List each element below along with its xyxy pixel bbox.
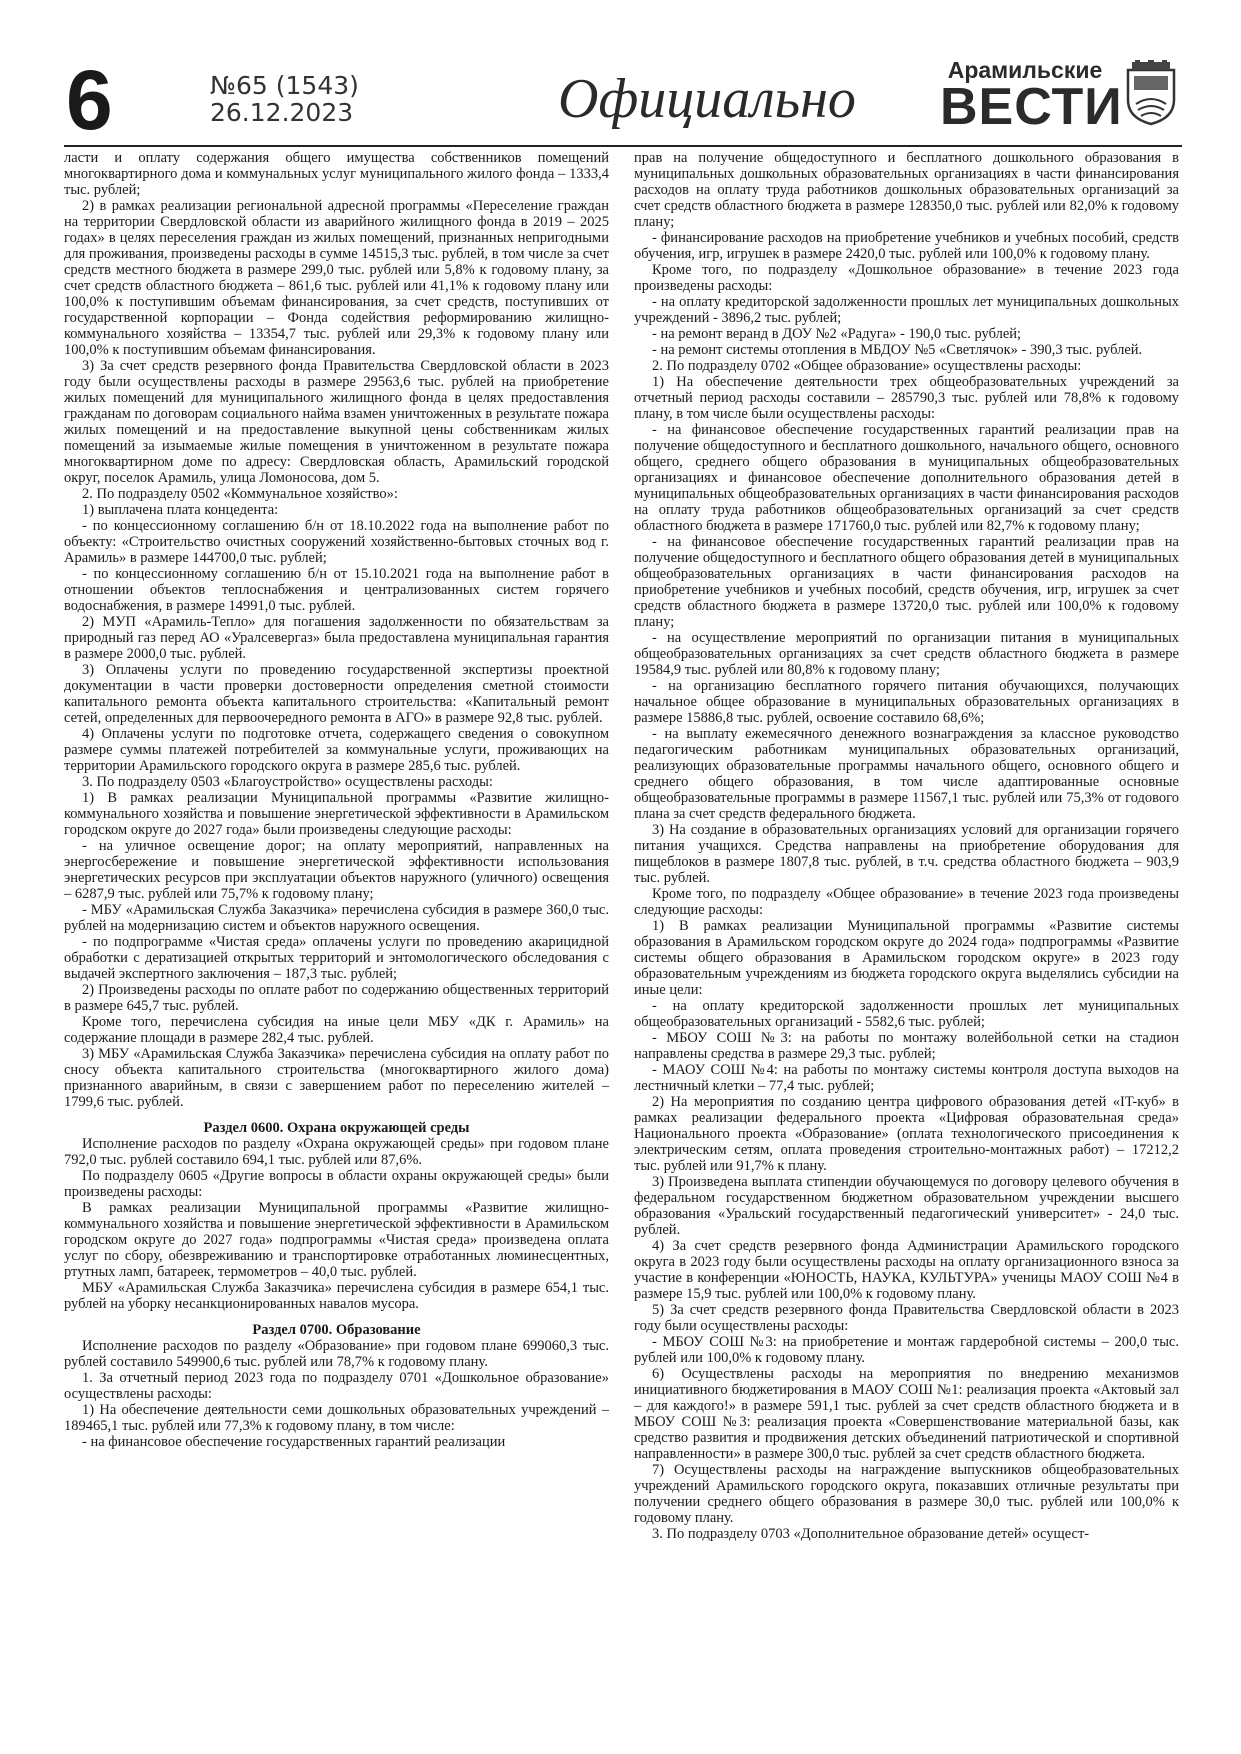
paragraph: ласти и оплату содержания общего имущества собственников помещений многоквартирного дома и коммунальных услуг муниципального жилого фонда – 1333,4 тыс. рублей;	[64, 150, 609, 198]
paragraph: - на финансовое обеспечение государственных гарантий реализации прав на получение общедоступного и бесплатного общего образования детей в муниципальных общеобразовательных организациях в части финансирования расходов на приобретение учебников и учебных пособий, средств обучения, игр, игрушек за счет средств областного бюджета в размере 13720,0 тыс. рублей или 100,0% к годовому плану;	[634, 534, 1179, 630]
newspaper-logo	[940, 57, 1123, 136]
paragraph: 5) За счет средств резервного фонда Правительства Свердловской области в 2023 году были осуществлены расходы:	[634, 1302, 1179, 1334]
paragraph: - на финансовое обеспечение государственных гарантий реализации прав на получение общедоступного и бесплатного дошкольного, начального общего, основного общего, среднего общего образования в муниципальных общеобразовательных организациях и финансовое обеспечение дополнительного образования детей в муниципальных общеобразовательных организациях в части финансирования расходов на оплату труда работников общеобразовательных организаций за счет средств областного бюджета в размере 171760,0 тыс. рублей или 82,7% к годовому плану;	[634, 422, 1179, 534]
paragraph: 2. По подразделу 0702 «Общее образование» осуществлены расходы:	[652, 358, 1082, 374]
paragraph: - на ремонт системы отопления в МБДОУ №5 «Светлячок» - 390,3 тыс. рублей.	[652, 342, 1143, 358]
paragraph: Исполнение расходов по разделу «Охрана окружающей среды» при годовом плане 792,0 тыс. рублей составило 694,1 тыс. рублей или 87,6%.	[64, 1136, 609, 1168]
paragraph: 3) За счет средств резервного фонда Правительства Свердловской области в 2023 году были осуществлены расходы в размере 29563,6 тыс. рублей на приобретение жилых помещений для муниципального жилищного фонда в целях предоставления гражданам по договорам социального найма взамен уничтоженных в результате пожара жилых помещений и на предоставление выкупной цены собственникам жилых помещений за изымаемые жилые помещения в уничтоженном в результате пожара многоквартирном доме по адресу: Свердловская область, Арамильский городской округ, поселок Арамиль, улица Ломоносова, дом 5.	[64, 358, 609, 486]
paragraph: - на оплату кредиторской задолженности прошлых лет муниципальных дошкольных учреждений - 3896,2 тыс. рублей;	[634, 294, 1179, 326]
coat-of-arms-icon	[1124, 60, 1178, 126]
paragraph: 2. По подразделу 0502 «Коммунальное хозяйство»:	[82, 486, 398, 502]
header-divider	[64, 145, 1182, 147]
paragraph: - по подпрограмме «Чистая среда» оплачены услуги по проведению акарицидной обработки с дератизацией открытых территорий и энтомологического обследования с выдачей экспертного заключения – 187,3 тыс. рублей;	[64, 934, 609, 982]
paragraph: - на уличное освещение дорог; на оплату мероприятий, направленных на энергосбережение и повышение энергетической эффективности использования энергетических ресурсов при эксплуатации объектов наружного (уличного) освещения – 6287,9 тыс. рублей или 75,7% к годовому плану;	[64, 838, 609, 902]
paragraph: 1) выплачена плата концедента:	[82, 502, 279, 518]
paragraph: - по концессионному соглашению б/н от 18.10.2022 года на выполнение работ по объекту: «Строительство очистных сооружений хозяйственно-бытовых сточных вод г. Арамиль» в размере 144700,0 тыс. рублей;	[64, 518, 609, 566]
paragraph: 7) Осуществлены расходы на награждение выпускников общеобразовательных учреждений Арамильского городского округа, показавших отличные результаты при получении среднего общего образования в размере 30,0 тыс. рублей или 100,0% к годовому плану.	[634, 1462, 1179, 1526]
logo-bottom-text: ВЕСТИ	[940, 78, 1123, 136]
paragraph: Кроме того, перечислена субсидия на иные цели МБУ «ДК г. Арамиль» на содержание площади в размере 282,4 тыс. рублей.	[64, 1014, 609, 1046]
issue-number: №65 (1543)	[210, 71, 359, 100]
logo-top-text: Арамильские	[947, 57, 1103, 83]
paragraph: - на ремонт веранд в ДОУ №2 «Радуга» - 190,0 тыс. рублей;	[652, 326, 1022, 342]
paragraph: - МБУ «Арамильская Служба Заказчика» перечислена субсидия в размере 360,0 тыс. рублей на модернизацию систем и объектов наружного освещения.	[64, 902, 609, 934]
section-heading-0700: Раздел 0700. Образование	[252, 1322, 421, 1338]
paragraph: 3) Оплачены услуги по проведению государственной экспертизы проектной документации в части проверки достоверности определения сметной стоимости капитального ремонта объекта капитального строительства: «Капитальный ремонт сетей, определенных для первоочередного ремонта в АГО» в размере 92,8 тыс. рублей.	[64, 662, 609, 726]
paragraph: - финансирование расходов на приобретение учебников и учебных пособий, средств обучения, игр, игрушек в размере 2420,0 тыс. рублей или 100,0% к годовому плану.	[634, 230, 1179, 262]
issue-date: 26.12.2023	[210, 98, 354, 127]
paragraph: 6) Осуществлены расходы на мероприятия по внедрению механизмов инициативного бюджетирования в МАОУ СОШ №1: реализация проекта «Актовый зал – для каждого!» в размере 591,1 тыс. рублей за счет средств областного бюджета и в МБОУ СОШ №3: реализация проекта «Совершенствование материальной базы, как средство развития и продвижения детских объединений патриотической и спортивной направленности» в размере 300,0 тыс. рублей за счет средств областного бюджета.	[634, 1366, 1179, 1462]
paragraph: - на осуществление мероприятий по организации питания в муниципальных общеобразовательных организациях за счет средств областного бюджета в размере 19584,9 тыс. рублей или 80,8% к годовому плану;	[634, 630, 1179, 678]
page-number: 6	[66, 53, 113, 147]
section-title: Официально	[558, 68, 856, 130]
paragraph: 3) МБУ «Арамильская Служба Заказчика» перечислена субсидия на оплату работ по сносу объекта капитального строительства (многоквартирного жилого дома) признанного аварийным, в связи с завершением работ по переселению жителей – 1799,6 тыс. рублей.	[64, 1046, 609, 1110]
paragraph: - на организацию бесплатного горячего питания обучающихся, получающих начальное общее образование в муниципальных образовательных организациях в размере 15886,8 тыс. рублей, освоение составило 68,6%;	[634, 678, 1179, 726]
right-column	[634, 150, 1179, 1542]
paragraph: Кроме того, по подразделу «Общее образование» в течение 2023 года произведены следующие расходы:	[634, 886, 1179, 918]
paragraph: 4) Оплачены услуги по подготовке отчета, содержащего сведения о совокупном размере суммы платежей потребителей за коммунальные услуги, проживающих на территории Арамильского городского округа в размере 285,6 тыс. рублей.	[64, 726, 609, 774]
paragraph: Кроме того, по подразделу «Дошкольное образование» в течение 2023 года произведены расходы:	[634, 262, 1179, 294]
paragraph: 2) МУП «Арамиль-Тепло» для погашения задолженности по обязательствам за природный газ перед АО «Уралсевергаз» была предоставлена муниципальная гарантия в размере 2000,0 тыс. рублей.	[64, 614, 609, 662]
paragraph: - МАОУ СОШ №4: на работы по монтажу системы контроля доступа выходов на лестничный клетки – 77,4 тыс. рублей;	[634, 1062, 1179, 1094]
paragraph: - на финансовое обеспечение государственных гарантий реализации	[82, 1434, 506, 1450]
paragraph: 1) На обеспечение деятельности трех общеобразовательных учреждений за отчетный период расходы составили – 285790,3 тыс. рублей или 78,8% к годовому плану, в том числе были осуществлены расходы:	[634, 374, 1179, 422]
paragraph: 3. По подразделу 0703 «Дополнительное образование детей» осущест-	[652, 1526, 1090, 1542]
section-heading-0600: Раздел 0600. Охрана окружающей среды	[203, 1120, 470, 1136]
paragraph: Исполнение расходов по разделу «Образование» при годовом плане 699060,3 тыс. рублей составило 549900,6 тыс. рублей или 78,7% к годовому плану.	[64, 1338, 609, 1370]
paragraph: МБУ «Арамильская Служба Заказчика» перечислена субсидия в размере 654,1 тыс. рублей на уборку несанкционированных навалов мусора.	[64, 1280, 609, 1312]
paragraph: - на оплату кредиторской задолженности прошлых лет муниципальных общеобразовательных организаций - 5582,6 тыс. рублей;	[634, 998, 1179, 1030]
paragraph: прав на получение общедоступного и бесплатного дошкольного образования в муниципальных дошкольных образовательных организациях в части финансирования расходов на оплату труда работников дошкольных образовательных организаций за счет средств областного бюджета в размере 128350,0 тыс. рублей или 82,0% к годовому плану;	[634, 150, 1179, 230]
paragraph: По подразделу 0605 «Другие вопросы в области охраны окружающей среды» были произведены расходы:	[64, 1168, 609, 1200]
paragraph: 1) На обеспечение деятельности семи дошкольных образовательных учреждений – 189465,1 тыс. рублей или 77,3% к годовому плану, в том числе:	[64, 1402, 609, 1434]
paragraph: 2) Произведены расходы по оплате работ по содержанию общественных территорий в размере 645,7 тыс. рублей.	[64, 982, 609, 1014]
paragraph: 2) На мероприятия по созданию центра цифрового образования детей «IT-куб» в рамках реализации федерального проекта «Цифровая образовательная среда» Национального проекта «Образование» (оплата технологического присоединения к электрическим сетям, оплата проведения строительно-монтажных работ) – 17212,2 тыс. рублей или 91,7% к плану.	[634, 1094, 1179, 1174]
paragraph: В рамках реализации Муниципальной программы «Развитие жилищно-коммунального хозяйства и повышение энергетической эффективности в Арамильском городском округе до 2027 года» подпрограммы «Чистая среда» произведена оплата услуг по сбору, обезвреживанию и транспортировке отработанных люминесцентных, ртутных ламп, батареек, термометров – 40,0 тыс. рублей.	[64, 1200, 609, 1280]
paragraph: 3. По подразделу 0503 «Благоустройство» осуществлены расходы:	[82, 774, 493, 790]
paragraph: 3) Произведена выплата стипендии обучающемуся по договору целевого обучения в федеральном государственном бюджетном образовательном учреждении высшего образования «Уральский государственный педагогический университет» - 24,0 тыс. рублей.	[634, 1174, 1179, 1238]
paragraph: 1) В рамках реализации Муниципальной программы «Развитие системы образования в Арамильском городском округе до 2024 года» подпрограммы «Развитие системы общего образования в Арамильском городском округе» в 2023 году образовательным учреждениям из бюджета городского округа выделялись субсидии на иные цели:	[634, 918, 1179, 998]
paragraph: 3) На создание в образовательных организациях условий для организации горячего питания учащихся. Средства направлены на приобретение оборудования для пищеблоков в размере 1807,8 тыс. рублей, в т.ч. средства областного бюджета – 903,9 тыс. рублей.	[634, 822, 1179, 886]
paragraph: - МБОУ СОШ №3: на работы по монтажу волейбольной сетки на стадион направлены средства в размере 29,3 тыс. рублей;	[634, 1030, 1179, 1062]
paragraph: - на выплату ежемесячного денежного вознаграждения за классное руководство педагогическим работникам муниципальных образовательных организаций, реализующих образовательные программы начального общего, основного общего и среднего общего образования, в том числе адаптированные основные общеобразовательные программы в размере 11567,1 тыс. рублей или 75,3% от годового плана за счет средств федерального бюджета.	[634, 726, 1179, 822]
paragraph: 4) За счет средств резервного фонда Администрации Арамильского городского округа в 2023 году были осуществлены расходы на оплату организационного взноса за участие в конференции «ЮНОСТЬ, НАУКА, КУЛЬТУРА» ученицы МАОУ СОШ №4 в размере 15,9 тыс. рублей или 100,0% к годовому плану.	[634, 1238, 1179, 1302]
left-column	[64, 150, 609, 1450]
issue-info	[210, 72, 359, 126]
paragraph: 1) В рамках реализации Муниципальной программы «Развитие жилищно-коммунального хозяйства и повышение энергетической эффективности в Арамильском городском округе до 2027 года» были произведены следующие расходы:	[64, 790, 609, 838]
paragraph: 2) в рамках реализации региональной адресной программы «Переселение граждан на территории Свердловской области из аварийного жилищного фонда в 2019 – 2025 годах» в целях переселения граждан из жилых помещений, признанных непригодными для проживания, произведены расходы в сумме 14515,3 тыс. рублей, в том числе за счет средств местного бюджета в размере 299,0 тыс. рублей или 5,8% к годовому плану, за счет средств областного бюджета – 861,6 тыс. рублей или 41,1% к годовому плану или 100,0% к поступившим объемам финансирования, за счет средств, поступивших от государственной корпорации – Фонда содействия реформированию жилищно-коммунального хозяйства – 13354,7 тыс. рублей или 29,3% к годовому плану или 100,0% к поступившим объемам финансирования.	[64, 198, 609, 358]
paragraph: - МБОУ СОШ №3: на приобретение и монтаж гардеробной системы – 200,0 тыс. рублей или 100,0% к годовому плану.	[634, 1334, 1179, 1366]
paragraph: 1. За отчетный период 2023 года по подразделу 0701 «Дошкольное образование» осуществлены расходы:	[64, 1370, 609, 1402]
paragraph: - по концессионному соглашению б/н от 15.10.2021 года на выполнение работ в отношении объектов теплоснабжения и централизованных систем горячего водоснабжения, в размере 14991,0 тыс. рублей.	[64, 566, 609, 614]
